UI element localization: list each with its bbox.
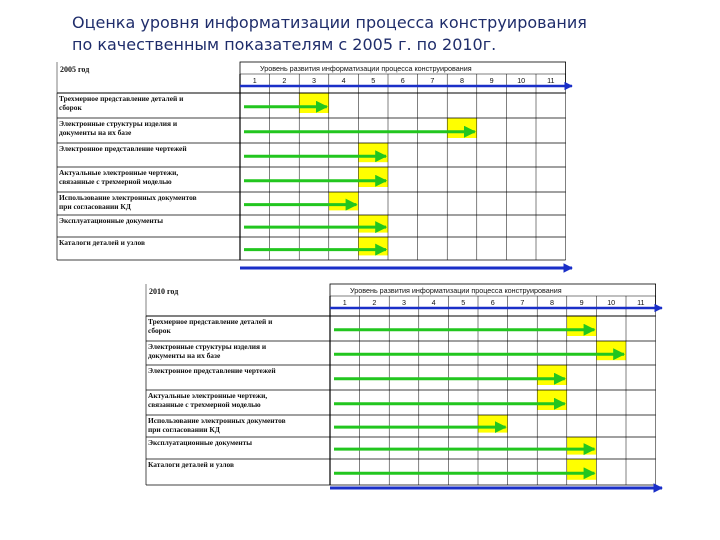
level-cell-highlight	[537, 390, 567, 410]
level-number: 2	[282, 76, 287, 85]
level-number: 8	[550, 298, 554, 307]
level-cell-highlight	[299, 93, 329, 113]
year-label: 2005 год	[60, 65, 90, 74]
row-label: Электронные структуры изделия и документы на их базе	[148, 342, 267, 360]
level-number: 4	[431, 298, 436, 307]
level-number: 10	[517, 76, 526, 85]
level-cell-highlight	[478, 415, 508, 433]
header-label: Уровень развития информатизации процесса конструирования	[350, 286, 562, 295]
level-cell-highlight	[329, 192, 359, 210]
level-number: 5	[461, 298, 466, 307]
row-label: Эксплуатационные документы	[59, 216, 164, 225]
title-line-2: по качественным показателям с 2005 г. по 2010г.	[72, 35, 497, 54]
row-label: Использование электронных документов при согласовании КД	[148, 416, 286, 434]
level-cell-highlight	[358, 167, 388, 187]
row-label: Трехмерное представление деталей и сборок	[59, 94, 184, 112]
row-label: Эксплуатационные документы	[148, 438, 253, 447]
level-cell-highlight	[567, 437, 597, 455]
row-label: Актуальные электронные чертежи, связанные с трехмерной моделью	[148, 391, 268, 409]
year-label: 2010 год	[149, 287, 179, 296]
row-label: Электронное представление чертежей	[59, 144, 187, 153]
level-number: 2	[372, 298, 377, 307]
level-number: 1	[342, 298, 347, 307]
level-cell-highlight	[358, 143, 388, 162]
level-cell-highlight	[447, 118, 477, 138]
chart-2010	[146, 284, 662, 488]
row-label: Каталоги деталей и узлов	[148, 460, 235, 469]
level-cell-highlight	[567, 459, 597, 480]
title-line-1: Оценка уровня информатизации процесса конструирования	[72, 13, 587, 32]
level-number: 11	[547, 76, 555, 85]
row-label: Актуальные электронные чертежи, связанные с трехмерной моделью	[59, 168, 179, 186]
level-number: 10	[607, 298, 616, 307]
row-label: Использование электронных документов при согласовании КД	[59, 193, 197, 211]
level-number: 8	[460, 76, 464, 85]
level-number: 6	[400, 76, 405, 85]
level-number: 3	[402, 298, 406, 307]
level-number: 9	[579, 298, 584, 307]
level-number: 5	[371, 76, 376, 85]
level-cell-highlight	[358, 237, 388, 255]
level-cell-highlight	[596, 341, 626, 360]
level-cell-highlight	[537, 365, 567, 385]
level-number: 4	[341, 76, 346, 85]
level-number: 9	[489, 76, 494, 85]
level-number: 7	[520, 298, 525, 307]
level-number: 6	[490, 298, 495, 307]
level-number: 11	[637, 298, 645, 307]
row-label: Трехмерное представление деталей и сборок	[148, 317, 273, 335]
level-number: 3	[312, 76, 316, 85]
row-label: Каталоги деталей и узлов	[59, 238, 146, 247]
level-cell-highlight	[567, 316, 597, 336]
row-label: Электронные структуры изделия и документы на их базе	[59, 119, 178, 137]
header-label: Уровень развития информатизации процесса конструирования	[260, 64, 472, 73]
level-number: 1	[252, 76, 257, 85]
level-cell-highlight	[358, 215, 388, 233]
row-label: Электронное представление чертежей	[148, 366, 276, 375]
chart-2005	[57, 62, 572, 268]
level-number: 7	[430, 76, 435, 85]
